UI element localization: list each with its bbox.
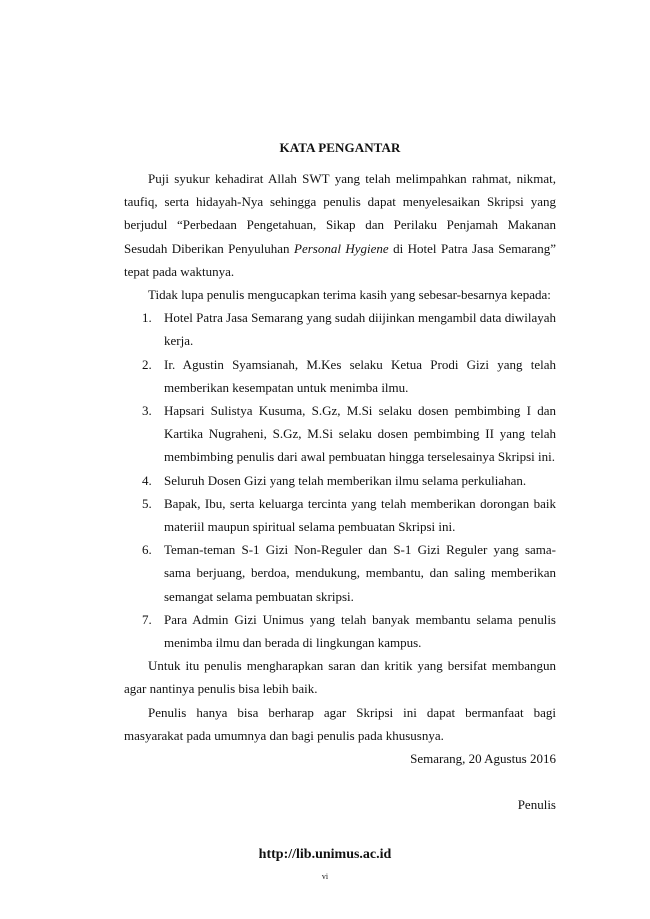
list-item-text: Teman-teman S-1 Gizi Non-Reguler dan S-1 Gizi Reguler yang sama-sama berjuang, berdoa, mendukung, membantu, dan saling memberikan semangat selama pembuatan skripsi.: [164, 542, 556, 604]
thanks-intro: Tidak lupa penulis mengucapkan terima kasih yang sebesar-besarnya kepada:: [148, 287, 551, 303]
list-item-number: 4.: [142, 472, 152, 488]
list-item-text: Para Admin Gizi Unimus yang telah banyak membantu selama penulis menimba ilmu dan berada di lingkungan kampus.: [164, 611, 556, 651]
list-item-number: 3.: [142, 403, 152, 419]
intro-text: Puji syukur kehadirat Allah SWT yang telah melimpahkan rahmat, nikmat, taufiq, serta hidayah-Nya sehingga penulis dapat menyelesaikan Skripsi yang berjudul “Perbedaan Pengetahuan, Sikap dan Perilaku Penjamah Makanan Sesudah Diberikan Penyuluhan: [124, 171, 556, 256]
intro-text-end: di Hotel Patra Jasa Semarang” tepat pada waktunya.: [124, 240, 556, 279]
document-page: [124, 140, 556, 816]
list-item-number: 7.: [142, 611, 152, 627]
list-item-text: Seluruh Dosen Gizi yang telah memberikan ilmu selama perkuliahan.: [164, 472, 527, 488]
place-date: Semarang, 20 Agustus 2016: [410, 751, 556, 767]
list-item-number: 5.: [142, 495, 152, 511]
list-item: [124, 306, 556, 352]
intro-italic-term: Personal Hygiene: [294, 240, 389, 256]
list-item: [124, 538, 556, 608]
list-item-text: Hapsari Sulistya Kusuma, S.Gz, M.Si selaku dosen pembimbing I dan Kartika Nugraheni, S.Gz, M.Si selaku dosen pembimbing II yang telah membimbing penulis dari awal pembuatan hingga terselesainya Skripsi ini.: [164, 403, 556, 465]
list-item-text: Hotel Patra Jasa Semarang yang sudah diijinkan mengambil data diwilayah kerja.: [164, 310, 556, 349]
intro-paragraph: [124, 167, 556, 283]
list-item: [124, 492, 556, 538]
closing-paragraph-1: Untuk itu penulis mengharapkan saran dan kritik yang bersifat membangun agar nantinya penulis bisa lebih baik.: [124, 658, 556, 697]
list-item-text: Bapak, Ibu, serta keluarga tercinta yang telah memberikan dorongan baik materiil maupun spiritual selama pembuatan Skripsi ini.: [164, 495, 556, 535]
page-title: KATA PENGANTAR: [279, 140, 401, 155]
list-item: [124, 353, 556, 399]
closing-paragraph-2: Penulis hanya bisa berharap agar Skripsi ini dapat bermanfaat bagi masyarakat pada umumnya dan bagi penulis pada khususnya.: [124, 704, 556, 743]
list-item: [124, 469, 556, 492]
list-item-text: Ir. Agustin Syamsianah, M.Kes selaku Ketua Prodi Gizi yang telah memberikan kesempatan untuk menimba ilmu.: [164, 356, 556, 395]
footer-url: http://lib.unimus.ac.id: [258, 847, 392, 862]
list-item: [124, 399, 556, 469]
list-item-number: 2.: [142, 356, 152, 372]
list-item-number: 1.: [142, 310, 152, 326]
list-item: [124, 608, 556, 654]
page-number: vi: [321, 872, 329, 881]
thanks-list: [124, 306, 556, 654]
list-item-number: 6.: [142, 542, 152, 558]
signer-label: Penulis: [517, 797, 556, 813]
